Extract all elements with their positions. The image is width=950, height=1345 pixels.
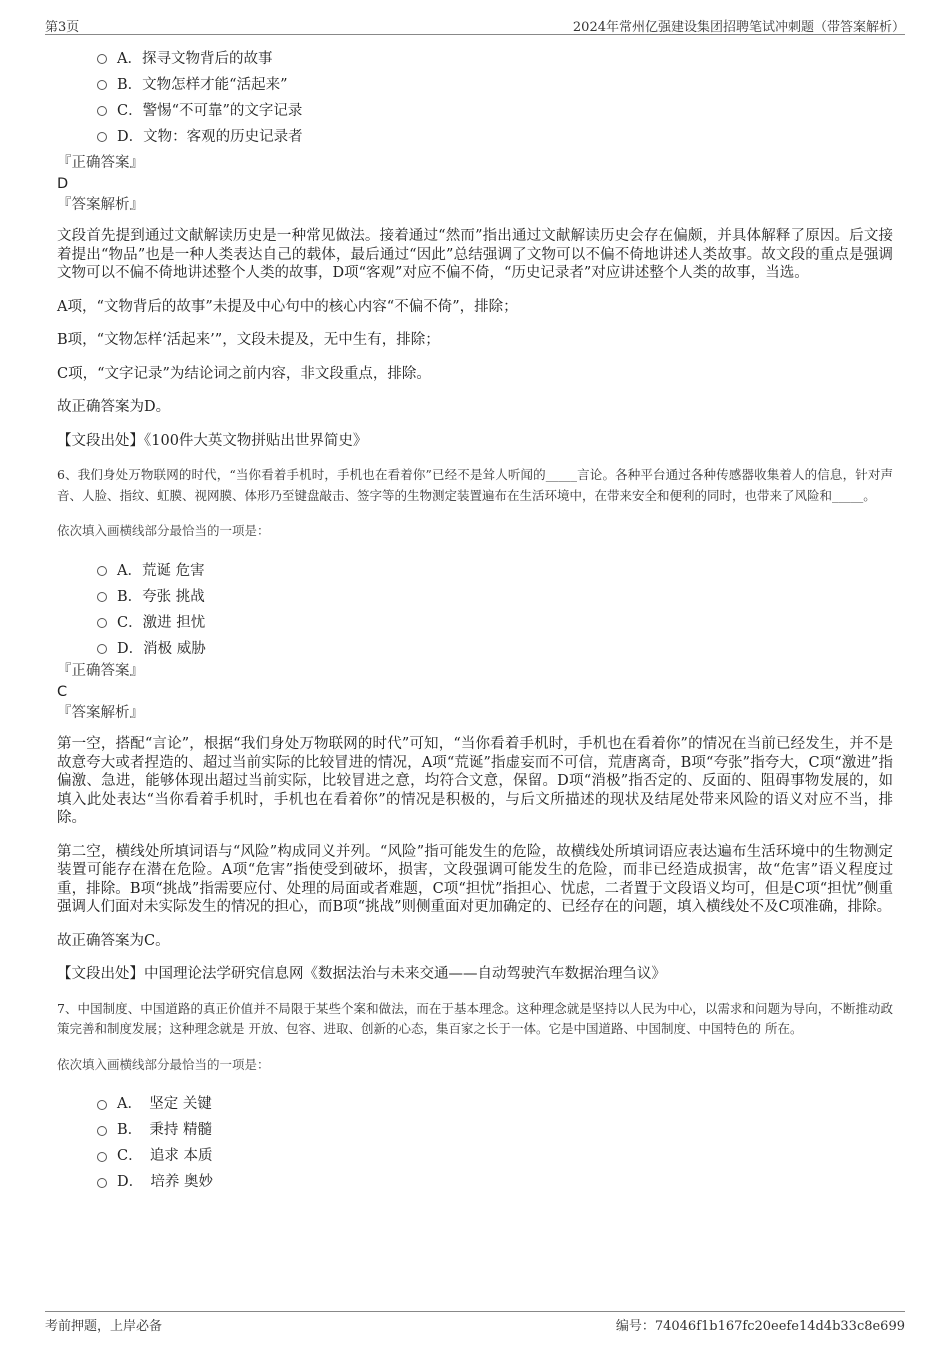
passage-source: 【文段出处】中国理论法学研究信息网《数据法治与未来交通——自动驾驶汽车数据治理刍议》 [57,966,666,982]
document-title: 2024年常州亿强建设集团招聘笔试冲刺题（带答案解析） [572,20,905,35]
q7-options [57,1090,893,1194]
radio-icon[interactable] [97,1152,107,1162]
option-d[interactable]: D． 培养 奥妙 [97,1168,893,1194]
option-c[interactable]: C． 追求 本质 [97,1142,893,1168]
question-prompt: 依次填入画横线部分最恰当的一项是： [57,1056,270,1072]
answer-value: D [57,176,69,192]
radio-icon[interactable] [97,106,107,116]
radio-icon[interactable] [97,80,107,90]
option-a[interactable]: A．荒诞 危害 [97,556,893,582]
answer-label: 『正确答案』 [57,663,144,679]
option-d[interactable]: D．消极 威胁 [97,634,893,660]
question-stem: 7、中国制度、中国道路的真正价值并不局限于某些个案和做法，而在于基本理念。这种理念就是坚持以人民为中心，以需求和问题为导向，不断推动政策完善和制度发展；这种理念就是 开放、包容、进取、创新的心态，集百家之长于一体。它是中国道路、中国制度、中国特色的 所在。 [57,1000,893,1036]
page-number: 第3页 [45,20,80,35]
question-prompt: 依次填入画横线部分最恰当的一项是： [57,523,270,538]
page-content [57,44,893,1194]
analysis-paragraph: 第二空，横线处所填词语与“风险”构成同义并列。“风险”指可能发生的危险，故横线处所填词语应表达遍布生活环境中的生物测定装置可能存在潜在危险。A项“危害”指使受到破坏，损害，文段强调可能发生的危险，而非已经造成损害，故“危害”语义程度过重，排除。B项“挑战”指需要应付、处理的局面或者难题，C项“担忧”指担心、忧虑，二者置于文段语义均可，但是C项“担忧”侧重强调人们面对未实际发生的情况的担心，而B项“挑战”则侧重面对更加确定的、已经存在的问题，填入横线处不及C项准确，排除。 [57,843,893,915]
option-a[interactable]: A．探寻文物背后的故事 [97,44,893,70]
radio-icon[interactable] [97,1126,107,1136]
q5-options [57,44,893,148]
answer-value: C [57,684,68,700]
analysis-paragraph: C项，“文字记录”为结论词之前内容，非文段重点，排除。 [57,365,431,382]
passage-source: 【文段出处】《100件大英文物拼贴出世界简史》 [57,432,368,449]
option-b[interactable]: B．夸张 挑战 [97,582,893,608]
radio-icon[interactable] [97,1178,107,1188]
document-id: 编号：74046f1b167fc20eefe14d4b33c8e699 [615,1319,905,1334]
option-c[interactable]: C．激进 担忧 [97,608,893,634]
radio-icon[interactable] [97,54,107,64]
radio-icon[interactable] [97,592,107,602]
answer-label: 『正确答案』 [57,155,144,171]
analysis-label: 『答案解析』 [57,705,144,721]
page-footer [45,1311,905,1334]
analysis-conclusion: 故正确答案为C。 [57,932,170,949]
option-a[interactable]: A． 坚定 关键 [97,1090,893,1116]
radio-icon[interactable] [97,644,107,654]
question-stem: 6、我们身处万物联网的时代，“当你看着手机时，手机也在看着你”已经不是耸人听闻的_____言论。各种平台通过各种传感器收集着人的信息，针对声音、人脸、指纹、虹膜、视网膜、体形乃至键盘敲击、签字等的生物测定装置遍布在生活环境中，在带来安全和便利的同时，也带来了风险和_____。 [57,467,893,503]
analysis-conclusion: 故正确答案为D。 [57,399,171,415]
radio-icon[interactable] [97,566,107,576]
option-b[interactable]: B． 秉持 精髓 [97,1116,893,1142]
analysis-paragraph: A项，“文物背后的故事”未提及中心句中的核心内容“不偏不倚”，排除； [57,298,518,315]
option-d[interactable]: D．文物：客观的历史记录者 [97,122,893,148]
radio-icon[interactable] [97,132,107,142]
option-c[interactable]: C．警惕“不可靠”的文字记录 [97,96,893,122]
radio-icon[interactable] [97,618,107,628]
analysis-paragraph: 第一空，搭配“言论”，根据“我们身处万物联网的时代”可知，“当你看着手机时，手机也在看着你”的情况在当前已经发生，并不是故意夸大或者捏造的、超过当前实际的比较冒进的情况，A项“荒诞”指虚妄而不可信，荒唐离奇，B项“夸张”指夸大，C项“激进”指偏激、急进，能够体现出超过当前实际，比较冒进之意，均符合文意，保留。D项“消极”指否定的、反面的、阻碍事物发展的，如填入此处表达“当你看着手机时，手机也在看着你”的情况是积极的，与后文所描述的现状及结尾处带来风险的语义对应不当，排除。 [57,736,893,826]
analysis-paragraph: 文段首先提到通过文献解读历史是一种常见做法。接着通过“然而”指出通过文献解读历史会存在偏颇，并具体解释了原因。后文接着提出“物品”也是一种人类表达自己的载体，最后通过“因此”总结强调了文物可以不偏不倚地讲述人类故事。故文段的重点是强调文物可以不偏不倚地讲述整个人类的故事，D项“客观”对应不偏不倚，“历史记录者”对应讲述整个人类的故事，当选。 [57,228,893,281]
page-header [45,14,905,35]
analysis-label: 『答案解析』 [57,197,144,213]
analysis-paragraph: B项，“文物怎样‘活起来’”，文段未提及，无中生有，排除； [57,332,440,348]
q6-options [57,556,893,660]
option-b[interactable]: B．文物怎样才能“活起来” [97,70,893,96]
footer-slogan: 考前押题，上岸必备 [45,1319,163,1334]
radio-icon[interactable] [97,1100,107,1110]
